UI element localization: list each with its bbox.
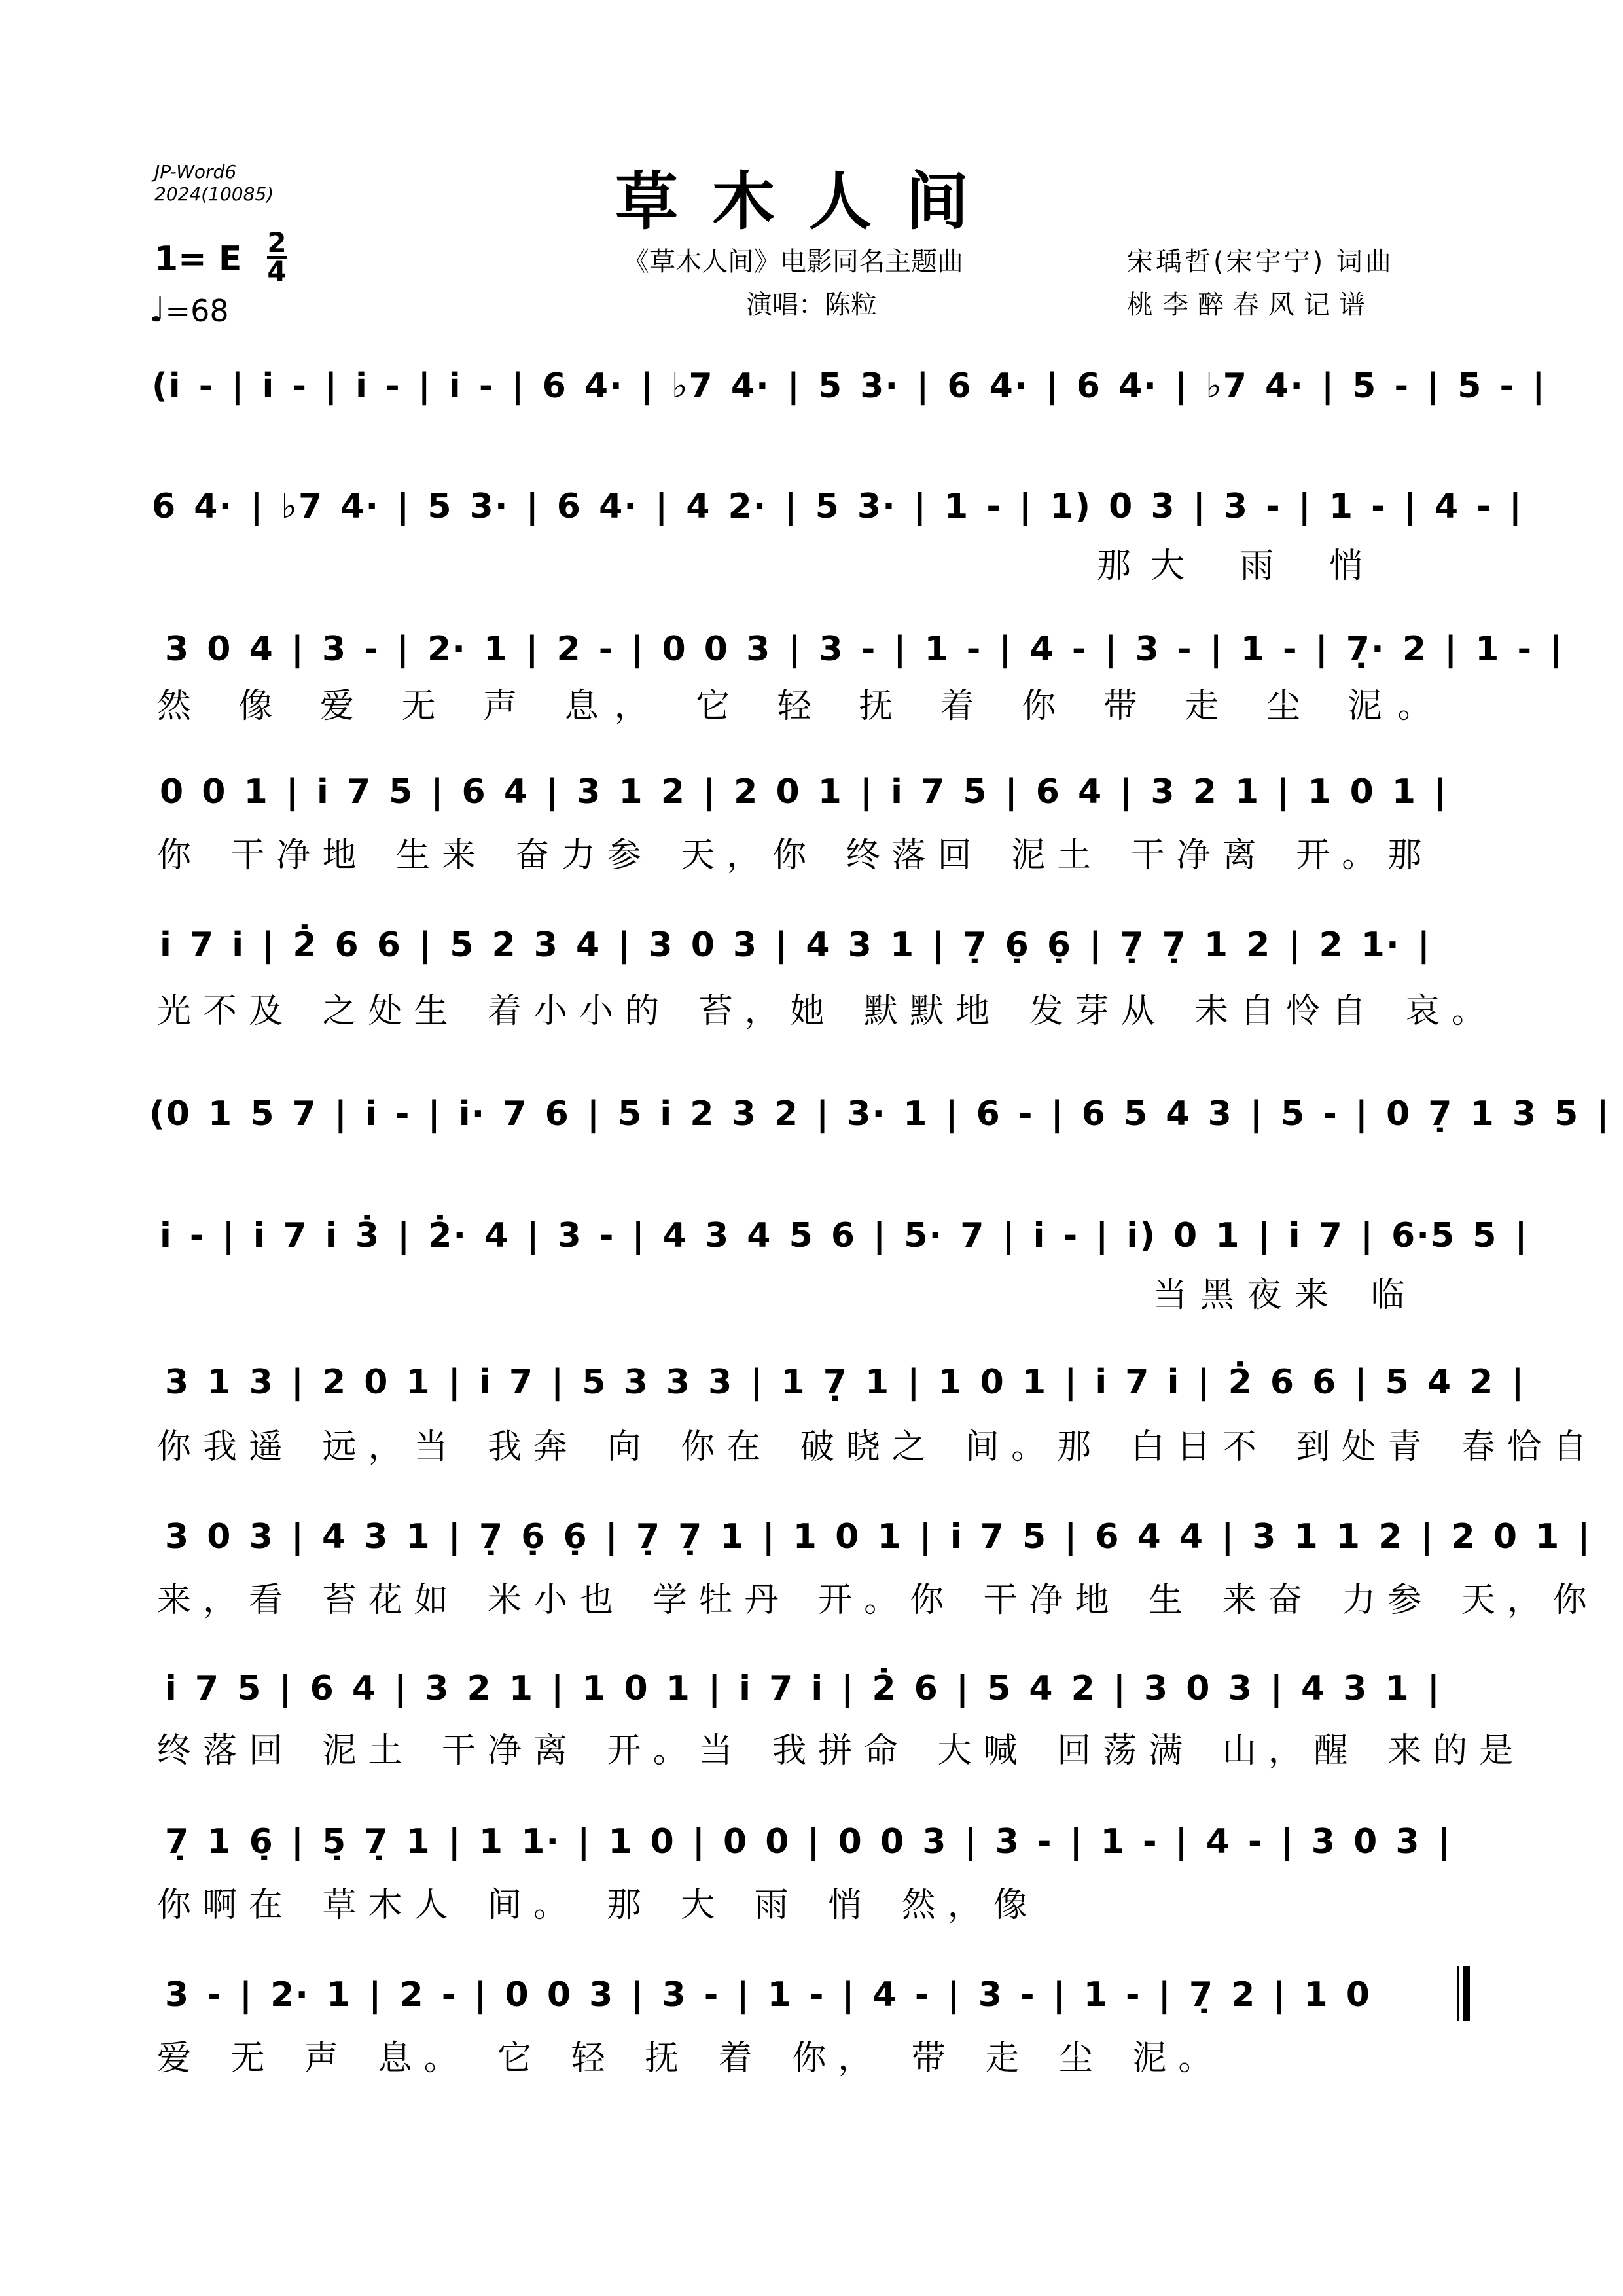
tempo-mark: ♩=68 xyxy=(149,291,229,330)
time-signature xyxy=(266,226,288,287)
lyrics-line-7: 当黑夜来 临 xyxy=(1153,1276,1418,1315)
time-signature-top: 2 xyxy=(267,226,287,259)
notation-line-11: 7̣ 1 6̣ | 5̣ 7̣ 1 | 1 1· | 1 0 | 0 0 | 0 0 3 | 3 - | 1 - | 4 - | 3 0 3 | xyxy=(165,1822,1452,1861)
final-barline-thin xyxy=(1457,1966,1459,2021)
lyrics-line-12: 爱 无 声 息。 它 轻 抚 着 你， 带 走 尘 泥。 xyxy=(157,2039,1224,2078)
notation-line-8: 3 1 3 | 2 0 1 | i̇ 7 | 5 3 3 3 | 1 7̣ 1 | 1 0 1 | i̇ 7 i̇ | 2̇ 6 6 | 5 4 2 | xyxy=(165,1363,1525,1402)
subtitle: 《草木人间》电影同名主题曲 xyxy=(623,247,963,277)
notation-line-9: 3 0 3 | 4 3 1 | 7̣ 6̣ 6̣ | 7̣ 7̣ 1 | 1 0 1 | i̇ 7 5 | 6 4 4 | 3 1 1 2 | 2 0 1 | xyxy=(165,1517,1592,1556)
lyricist-composer: 宋瑀哲(宋宇宁) 词曲 xyxy=(1127,247,1394,277)
notation-line-10: i̇ 7 5 | 6 4 | 3 2 1 | 1 0 1 | i̇ 7 i̇ | 2̇ 6 | 5 4 2 | 3 0 3 | 4 3 1 | xyxy=(165,1669,1441,1708)
lyrics-line-8: 你我遥 远，当 我奔 向 你在 破晓之 间。那 白日不 到处青 春恰自 xyxy=(157,1427,1599,1467)
lyrics-line-3: 然 像 爱 无 声 息， 它 轻 抚 着 你 带 走 尘 泥。 xyxy=(157,687,1448,726)
lyrics-line-4: 你 干净地 生来 奋力参 天，你 终落回 泥土 干净离 开。那 xyxy=(157,836,1434,875)
final-barline-thick xyxy=(1463,1966,1470,2021)
notation-line-12: 3 - | 2· 1 | 2 - | 0 0 3 | 3 - | 1 - | 4 - | 3 - | 1 - | 7̣ 2 | 1 0 xyxy=(165,1975,1371,2015)
key-signature: 1= E xyxy=(154,240,242,279)
transcriber: 桃李醉春风记谱 xyxy=(1127,290,1374,320)
singer: 演唱：陈粒 xyxy=(746,290,877,320)
software-label: JP-Word6 2024(10085) xyxy=(154,161,274,205)
notation-line-2: 6 4· | ♭7 4· | 5 3· | 6 4· | 4 2· | 5 3· | 1 - | 1) 0 3 | 3 - | 1 - | 4 - | xyxy=(152,487,1523,526)
notation-line-1: (i̇ - | i̇ - | i̇ - | i̇ - | 6 4· | ♭7 4· | 5 3· | 6 4· | 6 4· | ♭7 4· | 5 - | 5 - | xyxy=(152,367,1546,406)
lyrics-line-5: 光不及 之处生 着小小的 苔，她 默默地 发芽从 未自怜自 哀。 xyxy=(157,992,1497,1031)
lyrics-line-11: 你啊在 草木人 间。 那 大 雨 悄 然，像 xyxy=(157,1886,1039,1925)
song-title: 草木人间 xyxy=(615,164,1003,238)
notation-line-4: 0 0 1 | i̇ 7 5 | 6 4 | 3 1 2 | 2 0 1 | i̇ 7 5 | 6 4 | 3 2 1 | 1 0 1 | xyxy=(160,772,1448,812)
notation-line-3: 3 0 4 | 3 - | 2· 1 | 2 - | 0 0 3 | 3 - | 1 - | 4 - | 3 - | 1 - | 7̣· 2 | 1 - | xyxy=(165,630,1564,669)
lyrics-line-10: 终落回 泥土 干净离 开。当 我拼命 大喊 回荡满 山，醒 来的是 xyxy=(157,1731,1525,1770)
notation-line-7: i̇ - | i̇ 7 i̇ 3̇ | 2̇· 4 | 3 - | 4 3 4 5 6 | 5· 7 | i̇ - | i̇) 0 1 | i̇ 7 | 6·5 5 | xyxy=(160,1216,1529,1255)
notation-line-6: (0 1 5 7 | i̇ - | i̇· 7 6 | 5 i̇ 2 3 2 | 3· 1 | 6 - | 6 5 4 3 | 5 - | 0 7̣ 1 3 5 | xyxy=(149,1094,1611,1134)
lyrics-line-9: 来，看 苔花如 米小也 学牡丹 开。你 干净地 生 来奋 力参 天，你 xyxy=(157,1581,1599,1620)
lyrics-line-2: 那大 雨 悄 xyxy=(1097,547,1383,586)
notation-line-5: i̇ 7 i̇ | 2̇ 6 6 | 5 2 3 4 | 3 0 3 | 4 3 1 | 7̣ 6̣ 6̣ | 7̣ 7̣ 1 2 | 2 1· | xyxy=(160,925,1431,965)
quarter-note-icon: ♩ xyxy=(149,291,166,330)
time-signature-bottom: 4 xyxy=(267,255,287,287)
